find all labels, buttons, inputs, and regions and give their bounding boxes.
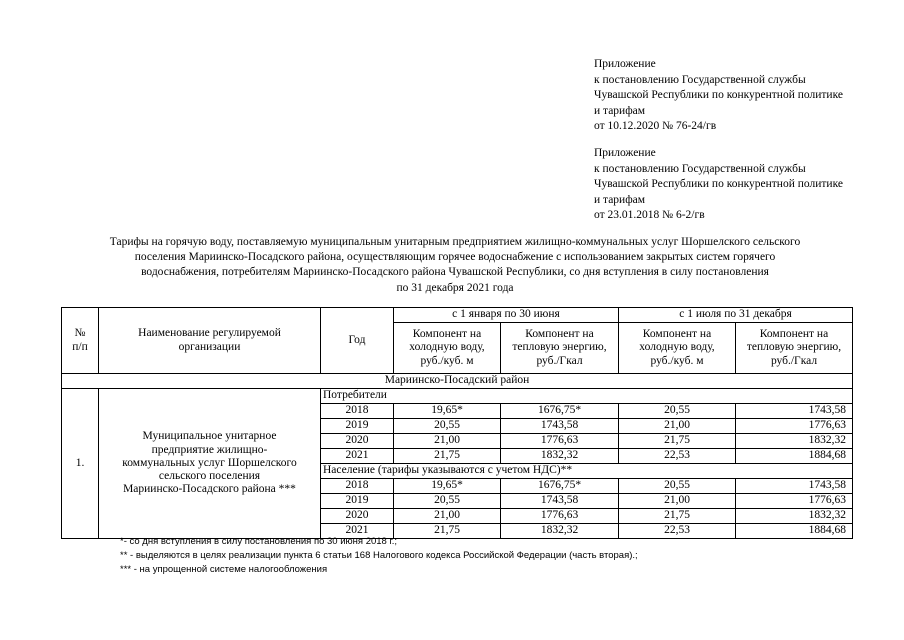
period1-heat-cell: 1676,75*	[501, 404, 619, 419]
period2-heat-cell: 1832,32	[736, 434, 853, 449]
period2-heat-cell: 1884,68	[736, 449, 853, 464]
period2-heat-cell: 1776,63	[736, 494, 853, 509]
period1-heat-cell: 1743,58	[501, 419, 619, 434]
footnote: *** - на упрощенной системе налогообложения	[120, 564, 328, 576]
header-period-1: с 1 января по 30 июня	[394, 308, 619, 323]
organization-name: Муниципальное унитарное предприятие жилищно- коммунальных услуг Шоршелского сельского поселения Мариинско-Посадского района ***	[99, 389, 321, 539]
period2-cold-cell: 22,53	[619, 449, 736, 464]
appendix-line: Чувашской Республики по конкурентной политике	[594, 178, 843, 191]
title-line: по 31 декабря 2021 года	[396, 281, 514, 294]
group-label: Население (тарифы указываются с учетом НДС)**	[321, 464, 853, 479]
year-cell: 2019	[321, 494, 394, 509]
footnotes	[120, 535, 638, 578]
period2-heat-cell: 1743,58	[736, 404, 853, 419]
period1-cold-cell: 19,65*	[394, 404, 501, 419]
district-row: Мариинско-Посадский район	[62, 374, 853, 389]
period2-cold-cell: 21,00	[619, 494, 736, 509]
title-line: поселения Мариинско-Посадского района, осуществляющим горячее водоснабжение с использованием закрытых систем горячего	[134, 251, 776, 264]
document-title	[70, 235, 840, 296]
group-row	[62, 389, 853, 404]
header-year: Год	[321, 308, 394, 374]
appendix-block-2	[594, 146, 843, 224]
appendix-line: Чувашской Республики по конкурентной политике	[594, 89, 843, 102]
period1-cold-cell: 21,00	[394, 434, 501, 449]
period2-cold-cell: 21,00	[619, 419, 736, 434]
period2-cold-cell: 20,55	[619, 404, 736, 419]
header-number: № п/п	[62, 308, 99, 374]
appendix-line: Приложение	[594, 147, 656, 159]
period2-cold-cell: 22,53	[619, 524, 736, 539]
header-heat-component: Компонент на тепловую энергию, руб./Гкал	[501, 323, 619, 374]
year-cell: 2021	[321, 449, 394, 464]
period1-heat-cell: 1776,63	[501, 509, 619, 524]
period1-heat-cell: 1832,32	[501, 449, 619, 464]
period1-cold-cell: 21,75	[394, 524, 501, 539]
period2-heat-cell: 1776,63	[736, 419, 853, 434]
year-cell: 2020	[321, 434, 394, 449]
appendix-date-line: от 23.01.2018 № 6-2/гв	[594, 209, 705, 222]
appendix-line: к постановлению Государственной службы	[594, 162, 806, 175]
period2-cold-cell: 21,75	[619, 434, 736, 449]
header-cold-component: Компонент на холодную воду, руб./куб. м	[394, 323, 501, 374]
year-cell: 2020	[321, 509, 394, 524]
period1-cold-cell: 21,00	[394, 509, 501, 524]
period1-heat-cell: 1832,32	[501, 524, 619, 539]
period2-heat-cell: 1743,58	[736, 479, 853, 494]
footnote: ** - выделяются в целях реализации пункта 6 статьи 168 Налогового кодекса Российской Федерации (часть вторая).;	[120, 550, 638, 562]
group-label: Потребители	[321, 389, 853, 404]
appendix-block-1	[594, 57, 843, 135]
period2-cold-cell: 21,75	[619, 509, 736, 524]
period1-cold-cell: 19,65*	[394, 479, 501, 494]
header-cold-component: Компонент на холодную воду, руб./куб. м	[619, 323, 736, 374]
appendix-date-line: от 10.12.2020 № 76-24/гв	[594, 120, 717, 133]
appendix-line: к постановлению Государственной службы	[594, 73, 806, 86]
period1-cold-cell: 20,55	[394, 494, 501, 509]
header-heat-component: Компонент на тепловую энергию, руб./Гкал	[736, 323, 853, 374]
period1-heat-cell: 1676,75*	[501, 479, 619, 494]
year-cell: 2019	[321, 419, 394, 434]
year-cell: 2021	[321, 524, 394, 539]
period2-cold-cell: 20,55	[619, 479, 736, 494]
year-cell: 2018	[321, 404, 394, 419]
period1-heat-cell: 1743,58	[501, 494, 619, 509]
period1-heat-cell: 1776,63	[501, 434, 619, 449]
period1-cold-cell: 20,55	[394, 419, 501, 434]
appendix-line: и тарифам	[594, 104, 646, 117]
appendix-line: и тарифам	[594, 193, 646, 206]
period2-heat-cell: 1832,32	[736, 509, 853, 524]
period1-cold-cell: 21,75	[394, 449, 501, 464]
year-cell: 2018	[321, 479, 394, 494]
tariff-table	[61, 307, 853, 539]
footnote: *- со дня вступления в силу постановления по 30 июня 2018 г.;	[120, 536, 398, 547]
period2-heat-cell: 1884,68	[736, 524, 853, 539]
appendix-line: Приложение	[594, 58, 656, 70]
title-line: водоснабжения, потребителям Мариинско-Посадского района Чувашской Республики, со дня вступления в силу постановления	[141, 266, 769, 279]
title-line: Тарифы на горячую воду, поставляемую муниципальным унитарным предприятием жилищно-коммунальных услуг Шоршелского сельского	[109, 236, 801, 248]
header-period-2: с 1 июля по 31 декабря	[619, 308, 853, 323]
header-organization: Наименование регулируемой организации	[99, 308, 321, 374]
row-number: 1.	[62, 389, 99, 539]
